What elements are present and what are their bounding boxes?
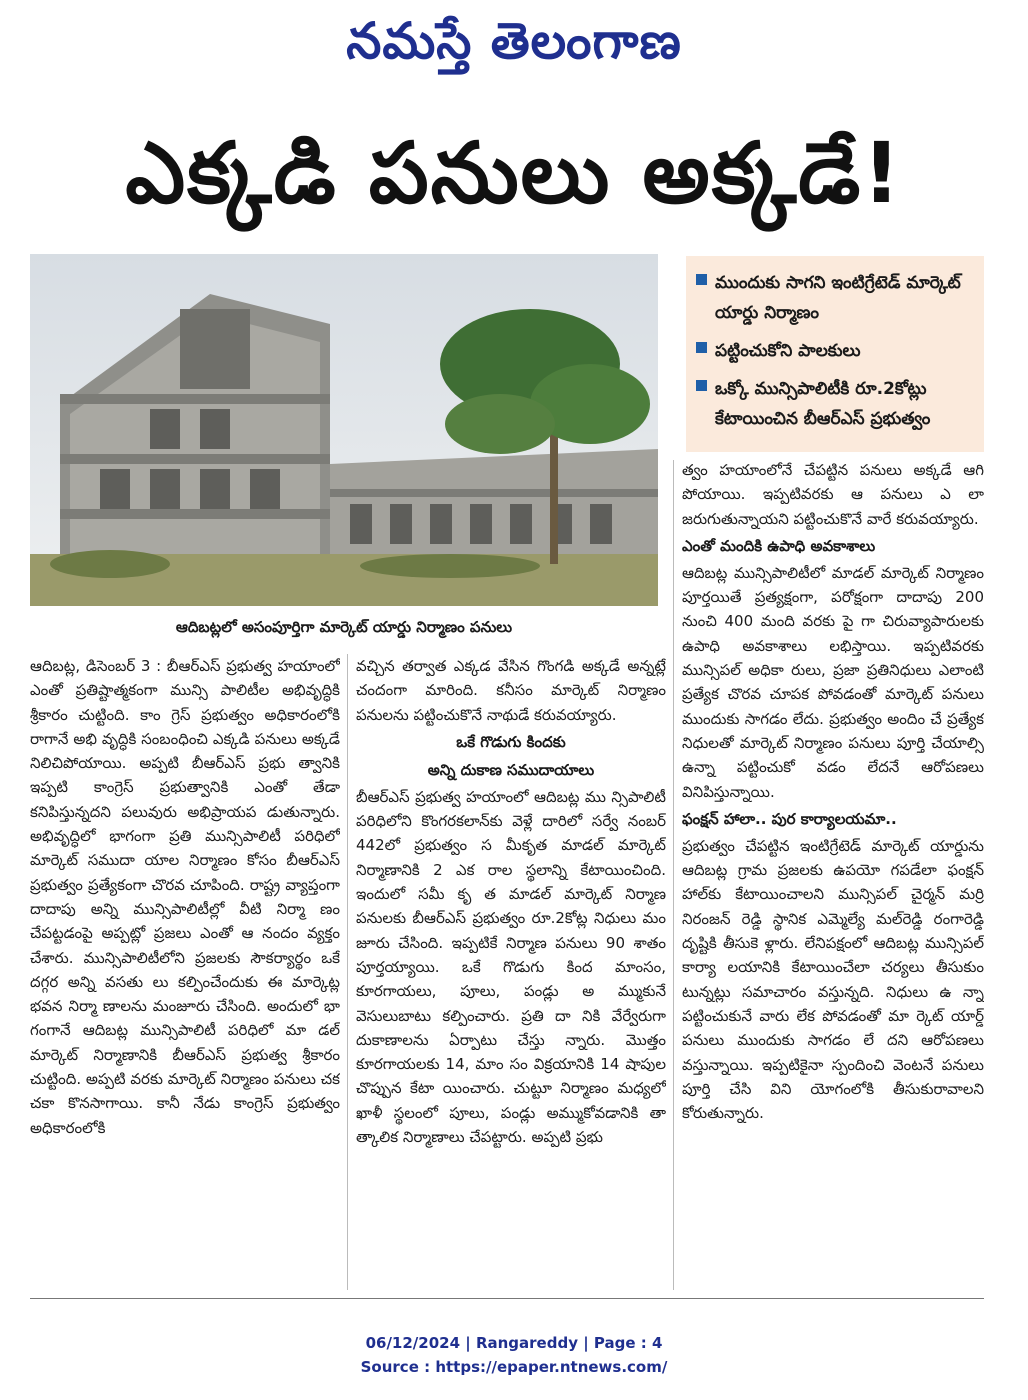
highlight-text: ఒక్కో మున్సిపాలిటీకి రూ.2కోట్లు కేటాయించిన బీఆర్ఎస్ ప్రభుత్వం [715, 379, 931, 429]
body-paragraph: ప్రభుత్వం చేపట్టిన ఇంటిగ్రేటెడ్ మార్కెట్ యార్డును ఆదిబట్ల గ్రామ ప్రజలకు ఉపయో గపడేలా ఫంక్షన్ హాల్‌కు కేటాయించాలని మున్సిపల్ చైర్మన్ మర్రి నిరంజన్ రెడ్డి స్థానిక ఎమ్మెల్యే మల్‌రెడ్డి రంగారెడ్డి దృష్టికి తీసుకె ళ్లారు. లేనిపక్షంలో ఆదిబట్ల మున్సిపల్ కార్యా లయానికి కేటాయించేలా చర్యలు తీసుకుం టున్నట్లు సమాచారం వస్తున్నది. నిధులు ఉ న్నా పట్టించుకునే వారు లేక పోవడంతో మా ర్కెట్ యార్డ్ పనులు ముందుకు సాగడం లే దని ఆరోపణలు వస్తున్నాయి. ఇప్పటికైనా స్పందించి వెంటనే పనులు పూర్తి చేసి విని యోగంలోకి తీసుకురావాలని కోరుతున్నారు. [682, 836, 984, 1123]
square-bullet-icon [696, 274, 707, 285]
article-headline: ఎక్కడి పనులు అక్కడే! [125, 124, 903, 222]
highlight-item [696, 336, 974, 366]
body-paragraph: ఆదిబట్ల, డిసెంబర్ 3 : బీఆర్ఎస్ ప్రభుత్వ హయాంలో ఎంతో ప్రతిష్టాత్మకంగా మున్సి పాలిటీల అభివృద్ధికి శ్రీకారం చుట్టింది. కాం గ్రెస్ ప్రభుత్వం అధికారంలోకి రాగానే అభి వృద్ధికి సంబంధించి ఎక్కడి పనులు అక్కడే నిలిచిపోయాయి. అప్పటి బీఆర్ఎస్ ప్రభు త్వానికి ఇప్పటి కాంగ్రెస్ ప్రభుత్వానికి ఎంతో తేడా కనిపిస్తున్నదని పలువురు అభిప్రాయప డుతున్నారు. అభివృద్ధిలో భాగంగా ప్రతి మున్సిపాలిటీ పరిధిలో మార్కెట్ సముదా యాల నిర్మాణం కోసం బీఆర్ఎస్ ప్రభుత్వం ప్రత్యేకంగా చొరవ చూపింది. రాష్ట్ర వ్యాప్తంగా దాదాపు అన్ని మున్సిపాలిటీల్లో వీటి నిర్మా ణం చేపట్టడంపై అప్పట్లో ప్రజలు ఎంతో ఆ నందం వ్యక్తం చేశారు. మున్సిపాలిటీలోని ప్రజలకు సౌకర్యార్థం ఒకే దగ్గర అన్ని వసతు లు కల్పించేందుకు ఈ మార్కెట్ల భవన నిర్మా ణాలను మంజూరు చేసింది. అందులో భా గంగానే ఆదిబట్ల మున్సిపాలిటీ పరిధిలో మా డల్ మార్కెట్ నిర్మాణానికి బీఆర్ఎస్ ప్రభుత్వ శ్రీకారం చుట్టింది. అప్పటి వరకు మార్కెట్ నిర్మాణం పనులు చక చకా కొనసాగాయి. కానీ నేడు కాంగ్రెస్ ప్రభుత్వం అధికారంలోకి [30, 657, 340, 1137]
body-paragraph: త్వం హయాంలోనే చేపట్టిన పనులు అక్కడే ఆగి పోయాయి. ఇప్పటివరకు ఆ పనులు ఎ లా జరుగుతున్నాయని పట్టించుకొనే వారే కరువయ్యారు. [682, 461, 984, 528]
footer-source-link[interactable]: Source : https://epaper.ntnews.com/ [360, 1358, 668, 1376]
section-subheading: ఒకే గొడుగు కిందకు [456, 732, 566, 751]
column-divider [347, 654, 348, 1290]
highlight-item [696, 268, 974, 328]
footer-date-edition: 06/12/2024 | Rangareddy | Page : 4 [365, 1334, 663, 1352]
highlight-text: పట్టించుకోని పాలకులు [715, 341, 861, 361]
article-column-2 [356, 654, 666, 1290]
highlights-box [686, 256, 984, 452]
photo-caption: ఆదిబట్లలో అసంపూర్తిగా మార్కెట్ యార్డు నిర్మాణం పనులు [175, 618, 513, 636]
body-paragraph: బీఆర్ఎస్ ప్రభుత్వ హయాంలో ఆదిబట్ల ము న్సిపాలిటీ పరిధిలోని కొంగరకలాన్‌కు వెళ్లే దారిలో సర్వే నంబర్ 442లో ప్రభుత్వం స మీకృత మాడల్ మార్కెట్ నిర్మాణానికి 2 ఎక రాల స్థలాన్ని కేటాయించింది. ఇందులో సమీ కృ త మాడల్ మార్కెట్ నిర్మాణ పనులకు బీఆర్ఎస్ ప్రభుత్వం రూ.2కోట్ల నిధులు మం జూరు చేసింది. ఇప్పటికే నిర్మాణ పనులు 90 శాతం పూర్తయ్యాయి. ఒకే గొడుగు కింద మాంసం, కూరగాయలు, పూలు, పండ్లు అ మ్ముకునే వెసులుబాటు కల్పించారు. ప్రతి దా నికి వేర్వేరుగా దుకాణాలను ఏర్పాటు చేస్తు న్నారు. మొత్తం కూరగాయలకు 14, మాం సం విక్రయానికి 14 షాపుల చొప్పున కేటా యించారు. చుట్టూ నిర్మాణం మధ్యలో ఖాళీ స్థలంలో పూలు, పండ్లు అమ్ముకోవడానికి తా త్కాలిక నిర్మాణాలు చేపట్టారు. అప్పటి ప్రభు [356, 787, 666, 1147]
article-column-3 [682, 458, 984, 1290]
section-subheading: ఫంక్షన్ హాలా.. పుర కార్యాలయమా.. [682, 809, 897, 828]
body-paragraph: వచ్చిన తర్వాత ఎక్కడ వేసిన గొంగడి అక్కడే అన్నట్లే చందంగా మారింది. కనీసం మార్కెట్ నిర్మాణం పనులను పట్టించుకొనే నాథుడే కరువయ్యారు. [356, 657, 666, 724]
square-bullet-icon [696, 380, 707, 391]
section-subheading: అన్ని దుకాణ సముదాయాలు [427, 760, 595, 779]
article-column-1 [30, 654, 340, 1290]
highlight-item [696, 374, 974, 434]
highlight-text: ముందుకు సాగని ఇంటిగ్రేటెడ్ మార్కెట్ యార్డు నిర్మాణం [715, 273, 961, 323]
body-paragraph: ఆదిబట్ల మున్సిపాలిటీలో మాడల్ మార్కెట్ నిర్మాణం పూర్తయితే ప్రత్యక్షంగా, పరోక్షంగా దాదాపు 200 నుంచి 400 మంది వరకు పై గా చిరువ్యాపారులకు ఉపాధి అవకాశాలు లభిస్తాయి. ఇప్పటివరకు మున్సిపల్ అధికా రులు, ప్రజా ప్రతినిధులు ఎలాంటి ప్రత్యేక చొరవ చూపక పోవడంతో మార్కెట్ పనులు ముందుకు సాగడం లేదు. ప్రభుత్వం అందిం చే ప్రత్యేక నిధులతో మార్కెట్ నిర్మాణం పనులు పూర్తి చేయాల్సి ఉన్నా పట్టించుకో వడం లేదనే ఆరోపణలు వినిపిస్తున్నాయి. [682, 563, 984, 801]
section-subheading: ఎంతో మందికి ఉపాధి అవకాశాలు [682, 536, 876, 555]
newspaper-masthead: నమస్తే తెలంగాణ [346, 12, 682, 70]
footer-divider [30, 1298, 984, 1299]
construction-site-image [30, 254, 658, 606]
column-divider [673, 460, 674, 1290]
square-bullet-icon [696, 342, 707, 353]
article-photo [30, 254, 658, 606]
